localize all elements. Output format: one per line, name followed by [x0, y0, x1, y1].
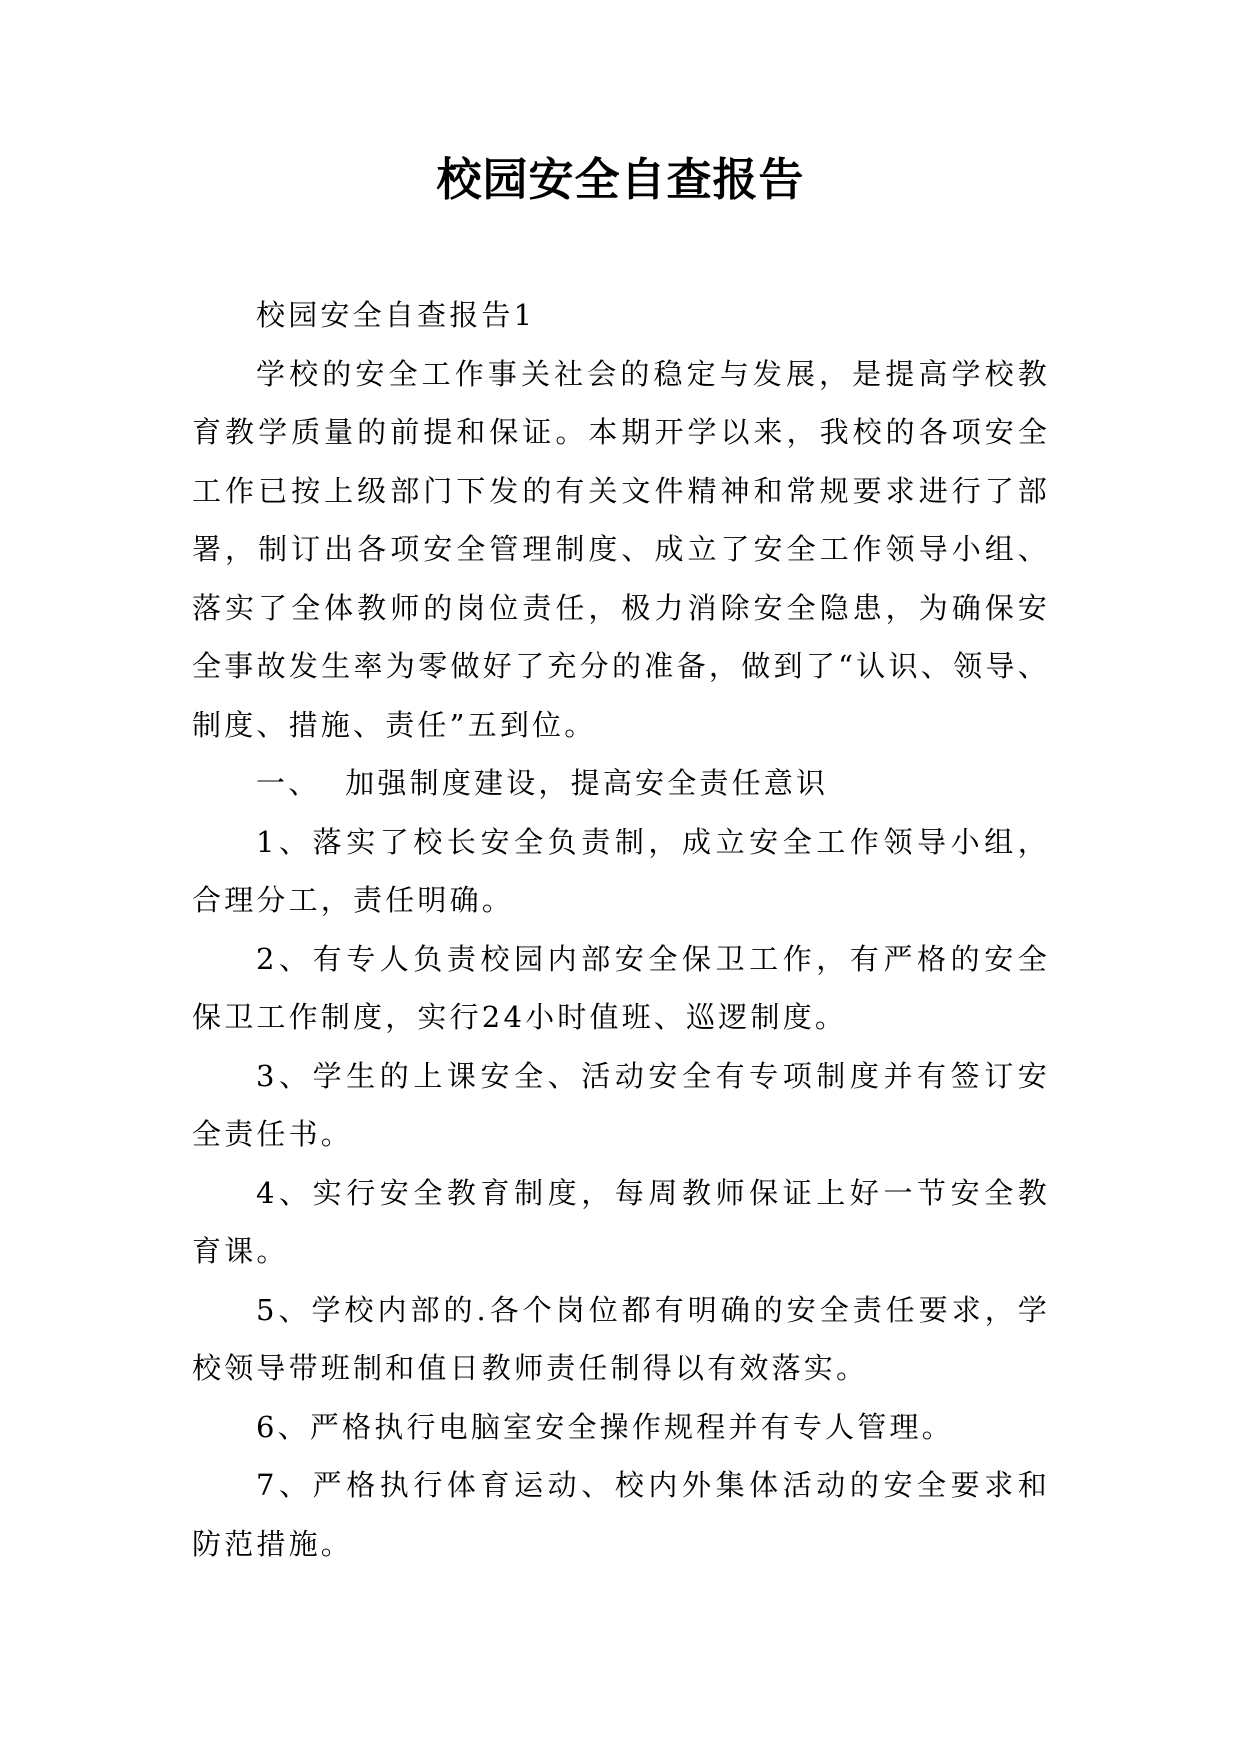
list-item: 6、严格执行电脑室安全操作规程并有专人管理。 — [256, 1409, 954, 1444]
list-item: 3、学生的上课安全、活动安全有专项制度并有签订安全责任书。 — [192, 1058, 1050, 1151]
intro-paragraph: 学校的安全工作事关社会的稳定与发展，是提高学校教育教学质量的前提和保证。本期开学以来，我校的各项安全工作已按上级部门下发的有关文件精神和常规要求进行了部署，制订出各项安全管理制度、成立了安全工作领导小组、落实了全体教师的岗位责任，极力消除安全隐患，为确保安全事故发生率为零做好了充分的准备，做到了“认识、领导、制度、措施、责任”五到位。 — [192, 356, 1050, 742]
list-item: 4、实行安全教育制度，每周教师保证上好一节安全教育课。 — [192, 1175, 1050, 1268]
list-item: 1、落实了校长安全负责制，成立安全工作领导小组，合理分工，责任明确。 — [192, 824, 1050, 917]
report-subtitle: 校园安全自查报告1 — [256, 298, 536, 332]
list-item: 7、严格执行体育运动、校内外集体活动的安全要求和防范措施。 — [192, 1468, 1050, 1561]
list-item: 2、有专人负责校园内部安全保卫工作，有严格的安全保卫工作制度，实行24小时值班、巡逻制度。 — [192, 941, 1050, 1034]
document-body — [192, 286, 1050, 1573]
list-item: 5、学校内部的.各个岗位都有明确的安全责任要求，学校领导带班制和值日教师责任制得以有效落实。 — [192, 1292, 1050, 1385]
document-title: 校园安全自查报告 — [436, 153, 805, 206]
section-heading: 一、 加强制度建设，提高安全责任意识 — [256, 766, 829, 800]
